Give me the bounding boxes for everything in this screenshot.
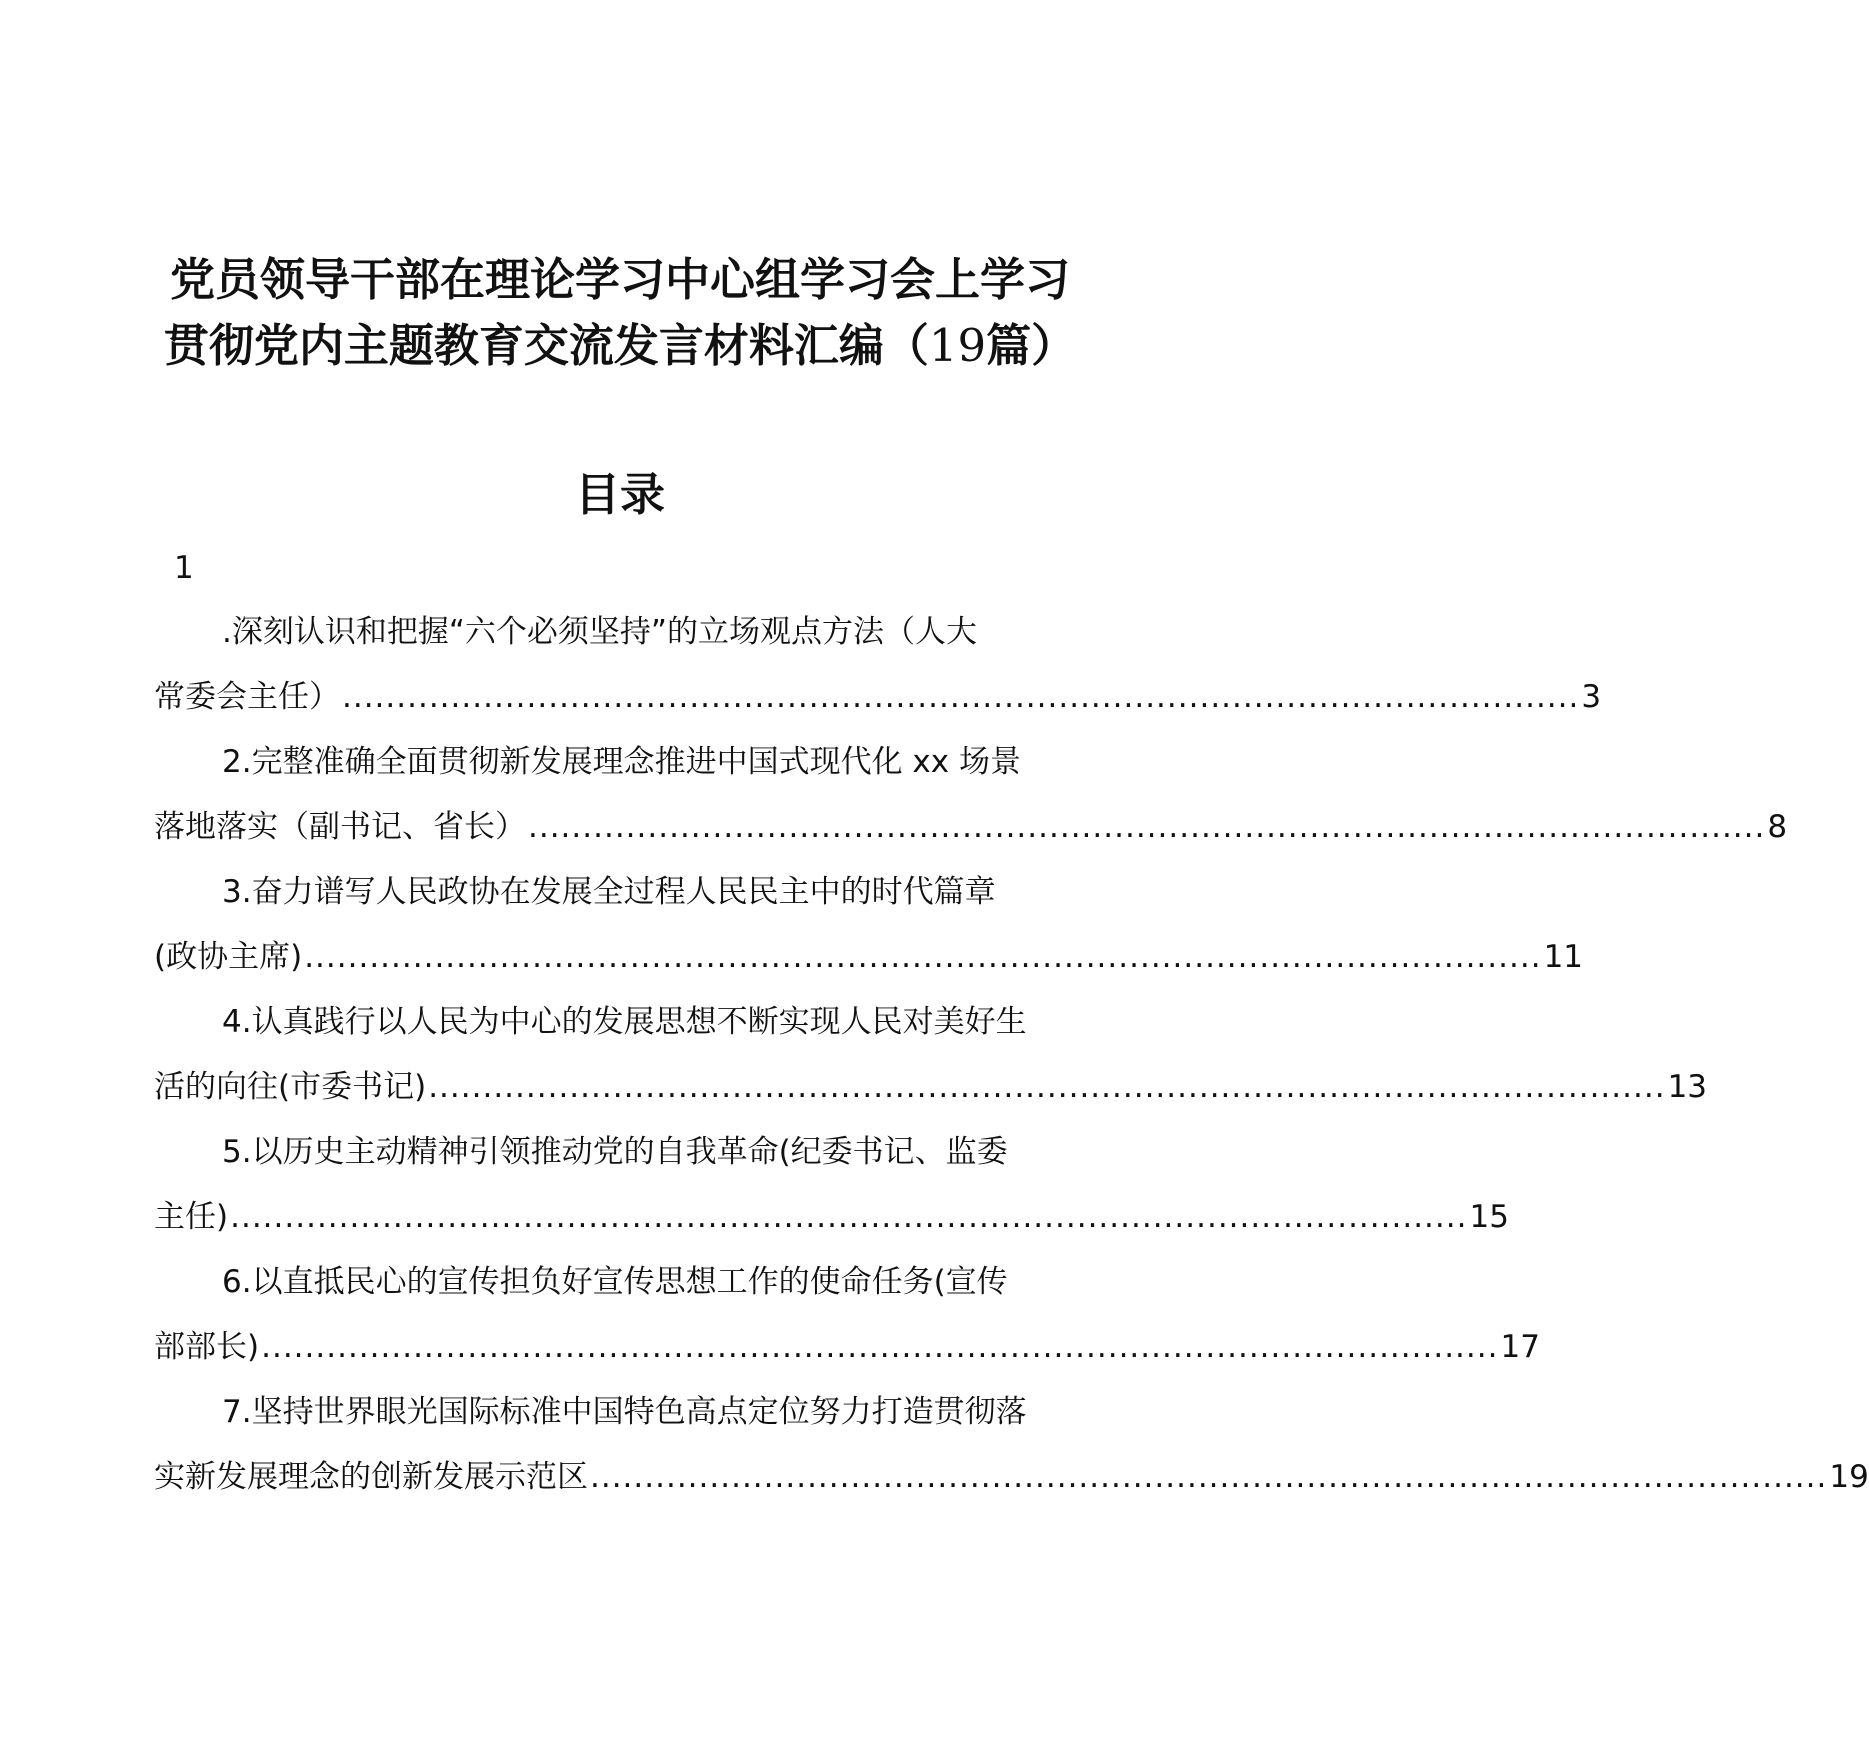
toc-entry-continuation: [154, 1457, 1869, 1497]
toc-entry: [154, 1262, 1540, 1367]
toc-entry-title: 2.完整准确全面贯彻新发展理念推进中国式现代化 xx 场景: [222, 744, 1021, 780]
toc-leader-dots: ..................................................................................................................: [590, 1459, 1828, 1495]
toc-entry: [154, 1392, 1869, 1497]
toc-entry-continuation: [154, 807, 1788, 847]
toc-entry-title-cont: 主任): [154, 1199, 229, 1235]
toc-leader-dots: ..................................................................................................................: [342, 679, 1580, 715]
toc-page-number: 17: [1500, 1329, 1540, 1365]
toc-leader-dots: ..................................................................................................................: [261, 1329, 1499, 1365]
toc-entry: [154, 612, 1602, 717]
toc-entry-title: 7.坚持世界眼光国际标准中国特色高点定位努力打造贯彻落: [222, 1394, 1027, 1430]
title-line-2-suffix: 篇）: [986, 319, 1077, 372]
toc-entry-continuation: [154, 1067, 1708, 1107]
title-line-2: [150, 311, 1090, 381]
title-line-1: 党员领导干部在理论学习中心组学习会上学习: [169, 253, 1070, 306]
toc-entry-title-cont: (政协主席): [154, 939, 303, 975]
toc-entry-continuation: [154, 677, 1602, 717]
toc-entry-title: 4.认真践行以人民为中心的发展思想不断实现人民对美好生: [222, 1004, 1027, 1040]
toc-entry: [154, 1002, 1708, 1107]
toc-entry-title: .深刻认识和把握“六个必须坚持”的立场观点方法（人大: [222, 614, 977, 650]
toc-entry-title-cont: 部部长): [154, 1329, 260, 1365]
toc-heading: 目录: [574, 468, 665, 521]
toc-page-number: 8: [1767, 809, 1788, 845]
toc-entry: [154, 742, 1788, 847]
toc-page-number: 15: [1469, 1199, 1509, 1235]
toc-leader-dots: ..................................................................................................................: [230, 1199, 1468, 1235]
toc-entry-title-cont: 常委会主任）: [154, 679, 340, 715]
toc-entry-continuation: [154, 937, 1584, 977]
toc-page-number: 19: [1829, 1459, 1869, 1495]
toc-entry-title-cont: 活的向往(市委书记): [154, 1069, 427, 1105]
toc-entry-number: 1: [174, 550, 194, 586]
toc-page-number: 11: [1543, 939, 1584, 975]
toc-entry-continuation: [154, 1327, 1540, 1367]
toc-page-number: 13: [1667, 1069, 1708, 1105]
toc-entry-title: 5.以历史主动精神引领推动党的自我革命(纪委书记、监委: [222, 1134, 1008, 1170]
toc-entry-title: 6.以直抵民心的宣传担负好宣传思想工作的使命任务(宣传: [222, 1264, 1008, 1300]
toc-entry-title: 3.奋力谱写人民政协在发展全过程人民民主中的时代篇章: [222, 874, 996, 910]
toc-entry: [154, 872, 1584, 977]
toc-entry-title-cont: 落地落实（副书记、省长）: [154, 809, 526, 845]
toc-page-number: 3: [1581, 679, 1602, 715]
toc-leader-dots: ..................................................................................................................: [528, 809, 1766, 845]
title-line-2-prefix: 贯彻党内主题教育交流发言材料汇编（: [163, 319, 929, 372]
toc-leader-dots: ..................................................................................................................: [304, 939, 1542, 975]
toc-entry-continuation: [154, 1197, 1509, 1237]
title-article-count: 19: [928, 319, 987, 372]
toc-leader-dots: ..................................................................................................................: [428, 1069, 1666, 1105]
toc-entry-title-cont: 实新发展理念的创新发展示范区: [154, 1459, 588, 1495]
toc-entry: [154, 1132, 1509, 1237]
